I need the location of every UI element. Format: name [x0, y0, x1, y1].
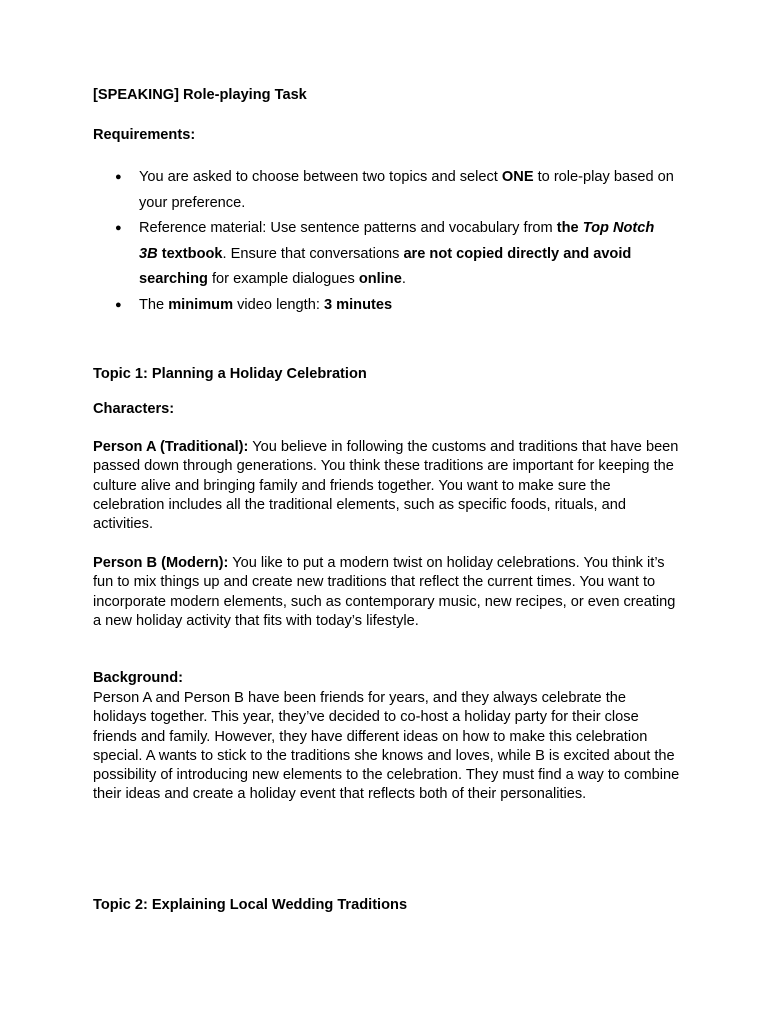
list-item: ● You are asked to choose between two topics and select ONE to role-play based on your preference.: [115, 165, 675, 216]
topic2-heading: Topic 2: Explaining Local Wedding Traditions: [93, 897, 408, 913]
requirements-list: [115, 165, 675, 318]
person-a-label: Person A (Traditional):: [93, 439, 249, 455]
requirements-heading: Requirements:: [93, 127, 196, 143]
document-title: [SPEAKING] Role-playing Task: [93, 87, 307, 103]
background-heading: Background:: [93, 670, 183, 686]
list-item: ● The minimum video length: 3 minutes: [115, 293, 675, 319]
person-a-paragraph: Person A (Traditional): You believe in following the customs and traditions that have been passed down through generations. You think these traditions are important for keeping the culture alive and bringing family and friends together. You want to make sure the celebration includes all the traditional elements, such as specific foods, rituals, and activities.: [93, 439, 679, 533]
list-item: ● Reference material: Use sentence patterns and vocabulary from the Top Notch 3B textbook. Ensure that conversations are not copied directly and avoid searching for example dialogues online.: [115, 216, 675, 293]
person-b-paragraph: Person B (Modern): You like to put a modern twist on holiday celebrations. You think it’s fun to mix things up and create new traditions that reflect the current times. You want to incorporate modern elements, such as contemporary music, new recipes, or even creating a new holiday activity that fits with today’s lifestyle.: [93, 555, 676, 629]
characters-heading: Characters:: [93, 401, 175, 417]
bullet-icon: ●: [115, 222, 122, 234]
background-paragraph: Person A and Person B have been friends for years, and they always celebrate the holidays together. This year, they’ve decided to co-host a holiday party for their close friends and family. However, they have different ideas on how to make this celebration special. A wants to stick to the traditions she knows and loves, while B is excited about the possibility of introducing new elements to the celebration. They must find a way to combine their ideas and create a holiday event that reflects both of their personalities.: [93, 690, 680, 803]
bullet-icon: ●: [115, 298, 122, 311]
person-b-label: Person B (Modern):: [93, 555, 229, 571]
bullet-icon: ●: [115, 171, 122, 183]
topic1-heading: Topic 1: Planning a Holiday Celebration: [93, 366, 367, 382]
